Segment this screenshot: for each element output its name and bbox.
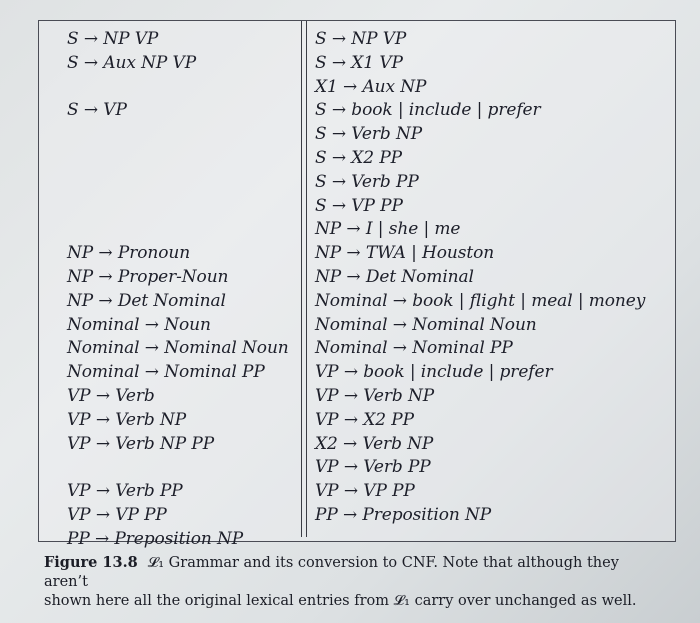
left-rule-11: VP → Verb NP bbox=[67, 409, 187, 430]
left-rule-10: VP → Verb bbox=[67, 386, 155, 406]
column-separator bbox=[301, 21, 307, 537]
right-rule-5: S → Verb NP bbox=[315, 124, 423, 145]
right-rule-15: VP → book | include | prefer bbox=[315, 362, 553, 383]
left-rule-4: NP → Pronoun bbox=[67, 243, 191, 264]
figure-caption bbox=[44, 553, 664, 611]
right-rule-11: NP → Det Nominal bbox=[315, 267, 474, 287]
right-rule-4: S → book | include | prefer bbox=[315, 100, 541, 121]
right-rule-9: NP → I | she | me bbox=[315, 219, 461, 240]
right-rule-17: VP → X2 PP bbox=[315, 409, 414, 430]
left-rule-13: VP → Verb PP bbox=[67, 481, 183, 502]
left-rule-5: NP → Proper-Noun bbox=[67, 267, 229, 287]
right-rule-10: NP → TWA | Houston bbox=[315, 243, 495, 264]
right-rule-2: S → X1 VP bbox=[315, 52, 403, 73]
left-rule-12: VP → Verb NP PP bbox=[67, 433, 215, 454]
right-rule-20: VP → VP PP bbox=[315, 481, 415, 502]
left-rule-8: Nominal → Nominal Noun bbox=[67, 338, 289, 359]
left-rule-6: NP → Det Nominal bbox=[67, 290, 226, 311]
right-rule-13: Nominal → Nominal Noun bbox=[315, 314, 537, 335]
right-rule-3: X1 → Aux NP bbox=[315, 76, 427, 97]
right-rule-21: PP → Preposition NP bbox=[315, 505, 492, 525]
left-rule-15: PP → Preposition NP bbox=[67, 528, 244, 549]
left-rule-14: VP → VP PP bbox=[67, 505, 167, 525]
left-rule-7: Nominal → Noun bbox=[67, 314, 211, 335]
left-rule-2: S → Aux NP VP bbox=[67, 52, 197, 73]
right-rule-6: S → X2 PP bbox=[315, 148, 402, 168]
left-rule-3: S → VP bbox=[67, 100, 127, 121]
right-rule-14: Nominal → Nominal PP bbox=[315, 338, 513, 359]
right-rule-16: VP → Verb NP bbox=[315, 386, 435, 406]
figure-label: Figure 13.8 bbox=[44, 554, 138, 571]
right-rule-18: X2 → Verb NP bbox=[315, 433, 434, 454]
left-rule-9: Nominal → Nominal PP bbox=[67, 362, 265, 383]
right-rule-1: S → NP VP bbox=[315, 29, 407, 49]
right-rule-12: Nominal → book | flight | meal | money bbox=[315, 290, 646, 311]
right-rule-8: S → VP PP bbox=[315, 195, 403, 216]
caption-line-2: shown here all the original lexical entries from 𝓛₁ carry over unchanged as well. bbox=[44, 593, 637, 609]
grammar-table bbox=[38, 20, 676, 549]
left-rule-1: S → NP VP bbox=[67, 29, 159, 49]
right-rule-19: VP → Verb PP bbox=[315, 457, 431, 478]
right-rule-7: S → Verb PP bbox=[315, 171, 419, 192]
caption-line-1: 𝓛₁ Grammar and its conversion to CNF. Note that although they aren’t bbox=[44, 555, 619, 590]
